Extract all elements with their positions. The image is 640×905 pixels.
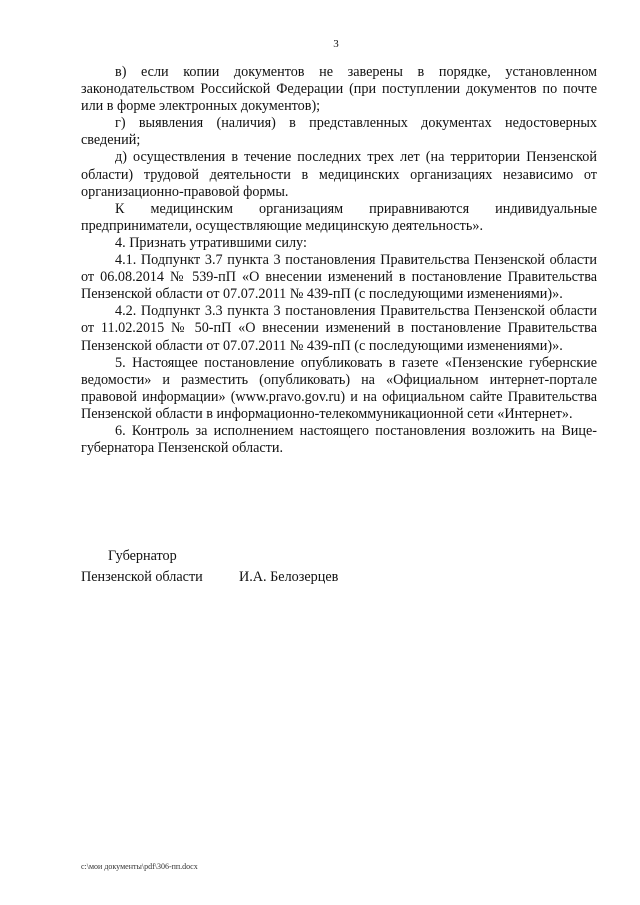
paragraph-item-d: д) осуществления в течение последних трех лет (на территории Пензенской области) трудовой деятельности в медицинских организациях независимо от организационно-правовой формы. [81,149,597,200]
paragraph-5: 5. Настоящее постановление опубликовать в газете «Пензенские губернские ведомости» и разместить (опубликовать) на «Официальном интернет-портале правовой информации» (www.pravo.gov.ru) и на официальном сайте Правительства Пензенской области в информационно-телекоммуникационной сети «Интернет». [81,354,597,422]
footer-file-path: c:\мои документы\pdf\306-пп.docx [81,862,198,871]
paragraph-equivalence: К медицинским организациям приравниваются индивидуальные предприниматели, осуществляющие медицинскую деятельность». [81,200,597,234]
paragraph-4-1: 4.1. Подпункт 3.7 пункта 3 постановления Правительства Пензенской области от 06.08.2014 № 539-пП «О внесении изменений в постановление Правительства Пензенской области от 07.07.2011 № 439-пП (с последующими изменениями)». [81,252,597,303]
signature-role-line1: Губернатор [108,548,177,564]
paragraph-4: 4. Признать утратившими силу: [115,234,307,251]
document-body [81,64,597,457]
paragraph-6: 6. Контроль за исполнением настоящего постановления возложить на Вице-губернатора Пензенской области. [81,422,597,457]
paragraph-4-2: 4.2. Подпункт 3.3 пункта 3 постановления Правительства Пензенской области от 11.02.2015 № 50-пП «О внесении изменений в постановление Правительства Пензенской области от 07.07.2011 № 439-пП (с последующими изменениями)». [81,303,597,354]
paragraph-item-g: г) выявления (наличия) в представленных документах недостоверных сведений; [81,115,597,149]
signature-role-line2: Пензенской области [81,569,203,585]
page-number: 3 [333,38,339,50]
signature-name: И.А. Белозерцев [239,569,339,585]
paragraph-item-v: в) если копии документов не заверены в порядке, установленном законодательством Российской Федерации (при поступлении документов по почте или в форме электронных документов); [81,64,597,115]
